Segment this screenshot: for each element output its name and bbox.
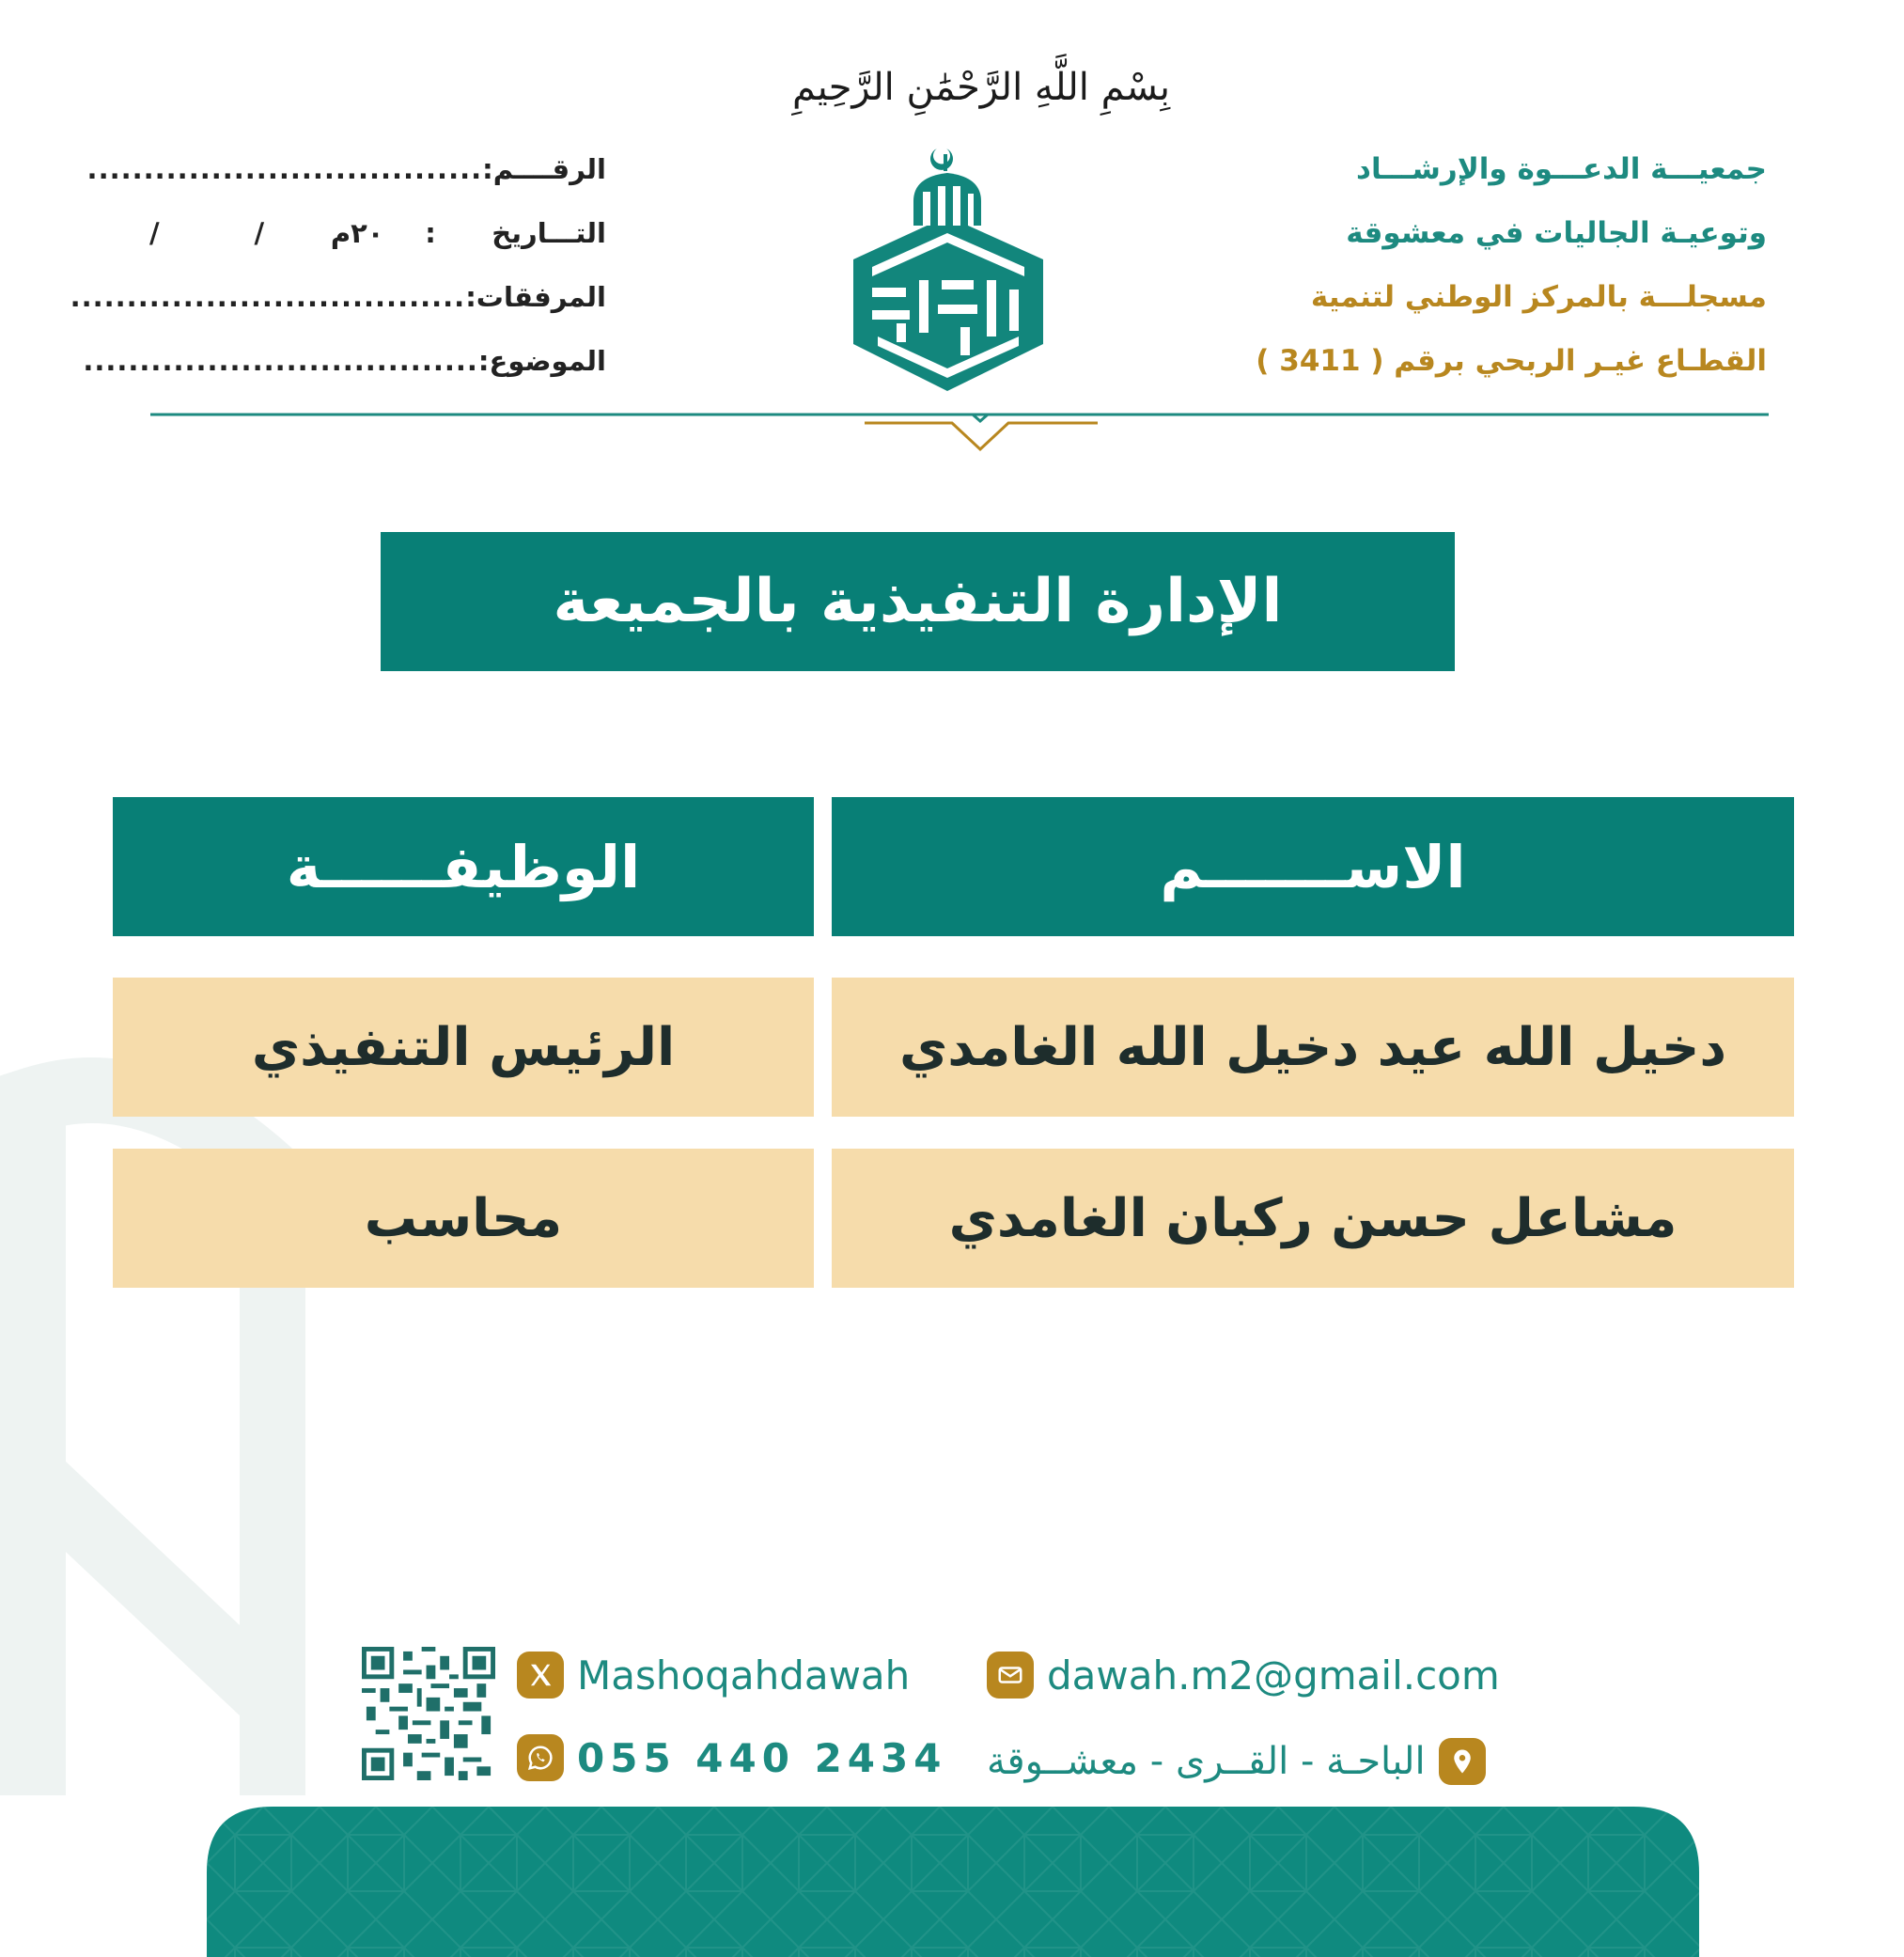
org-line-2: وتوعيـة الجاليات في معشوقة	[1346, 216, 1767, 250]
location-contact	[987, 1735, 1486, 1788]
basmala: بِسْمِ اللَّهِ الرَّحْمَٰنِ الرَّحِيمِ	[792, 66, 1171, 109]
subject-value: ...................................	[83, 345, 478, 377]
location-text: الباحـة - القــرى - معشــوقة	[987, 1740, 1426, 1783]
letter-meta	[70, 137, 606, 393]
email-contact[interactable]	[987, 1649, 1500, 1701]
row-1-job: الرئيس التنفيذي	[113, 978, 814, 1117]
organization-name	[1241, 137, 1767, 393]
header-name-column: الاســـــــم	[832, 797, 1794, 936]
row-2-job: محاسب	[113, 1149, 814, 1288]
date-label: التـــاريخ	[492, 217, 606, 249]
twitter-handle[interactable]: Mashoqahdawah	[577, 1652, 911, 1699]
x-icon	[517, 1652, 564, 1699]
number-separator: :	[482, 153, 493, 185]
email-address[interactable]: dawah.m2@gmail.com	[1047, 1652, 1500, 1699]
twitter-contact[interactable]	[517, 1649, 910, 1701]
attachments-label: المرفقات	[476, 281, 606, 313]
header-divider	[150, 412, 1769, 459]
phone-number[interactable]: 055 440 2434	[577, 1734, 947, 1781]
organization-logo	[844, 139, 1053, 399]
footer-pattern-band	[207, 1807, 1699, 1957]
org-line-3: مسجلـــة بالمركز الوطني لتنمية	[1310, 280, 1767, 314]
subject-label: الموضوع	[489, 345, 606, 377]
org-line-1: جمعيـــة الدعـــوة والإرشـــاد	[1356, 152, 1767, 186]
org-line-4: القطـاع غيـر الربحي برقم ( 3411 )	[1256, 344, 1767, 378]
page-title: الإدارة التنفيذية بالجميعة	[381, 532, 1455, 671]
attachments-separator: :	[465, 281, 476, 313]
whatsapp-icon	[517, 1734, 564, 1781]
row-2-name: مشاعل حسن ركبان الغامدي	[832, 1149, 1794, 1288]
meta-date-row	[146, 201, 606, 265]
header-job-column: الوظيفــــــة	[113, 797, 814, 936]
meta-number-row	[86, 137, 606, 201]
number-label: الرقــــم	[492, 153, 606, 185]
location-icon	[1439, 1738, 1486, 1785]
qr-code-icon	[362, 1647, 495, 1780]
date-separator: :	[425, 217, 436, 249]
mail-icon	[987, 1652, 1034, 1699]
phone-contact[interactable]	[517, 1731, 946, 1784]
date-value: / / ٢٠م	[149, 217, 384, 249]
meta-attachments-row	[70, 265, 606, 329]
attachments-value: ...................................	[70, 281, 466, 313]
number-value: ...................................	[86, 153, 483, 185]
subject-separator: :	[477, 345, 490, 377]
row-1-name: دخيل الله عيد دخيل الله الغامدي	[832, 978, 1794, 1117]
meta-subject-row	[83, 329, 606, 393]
